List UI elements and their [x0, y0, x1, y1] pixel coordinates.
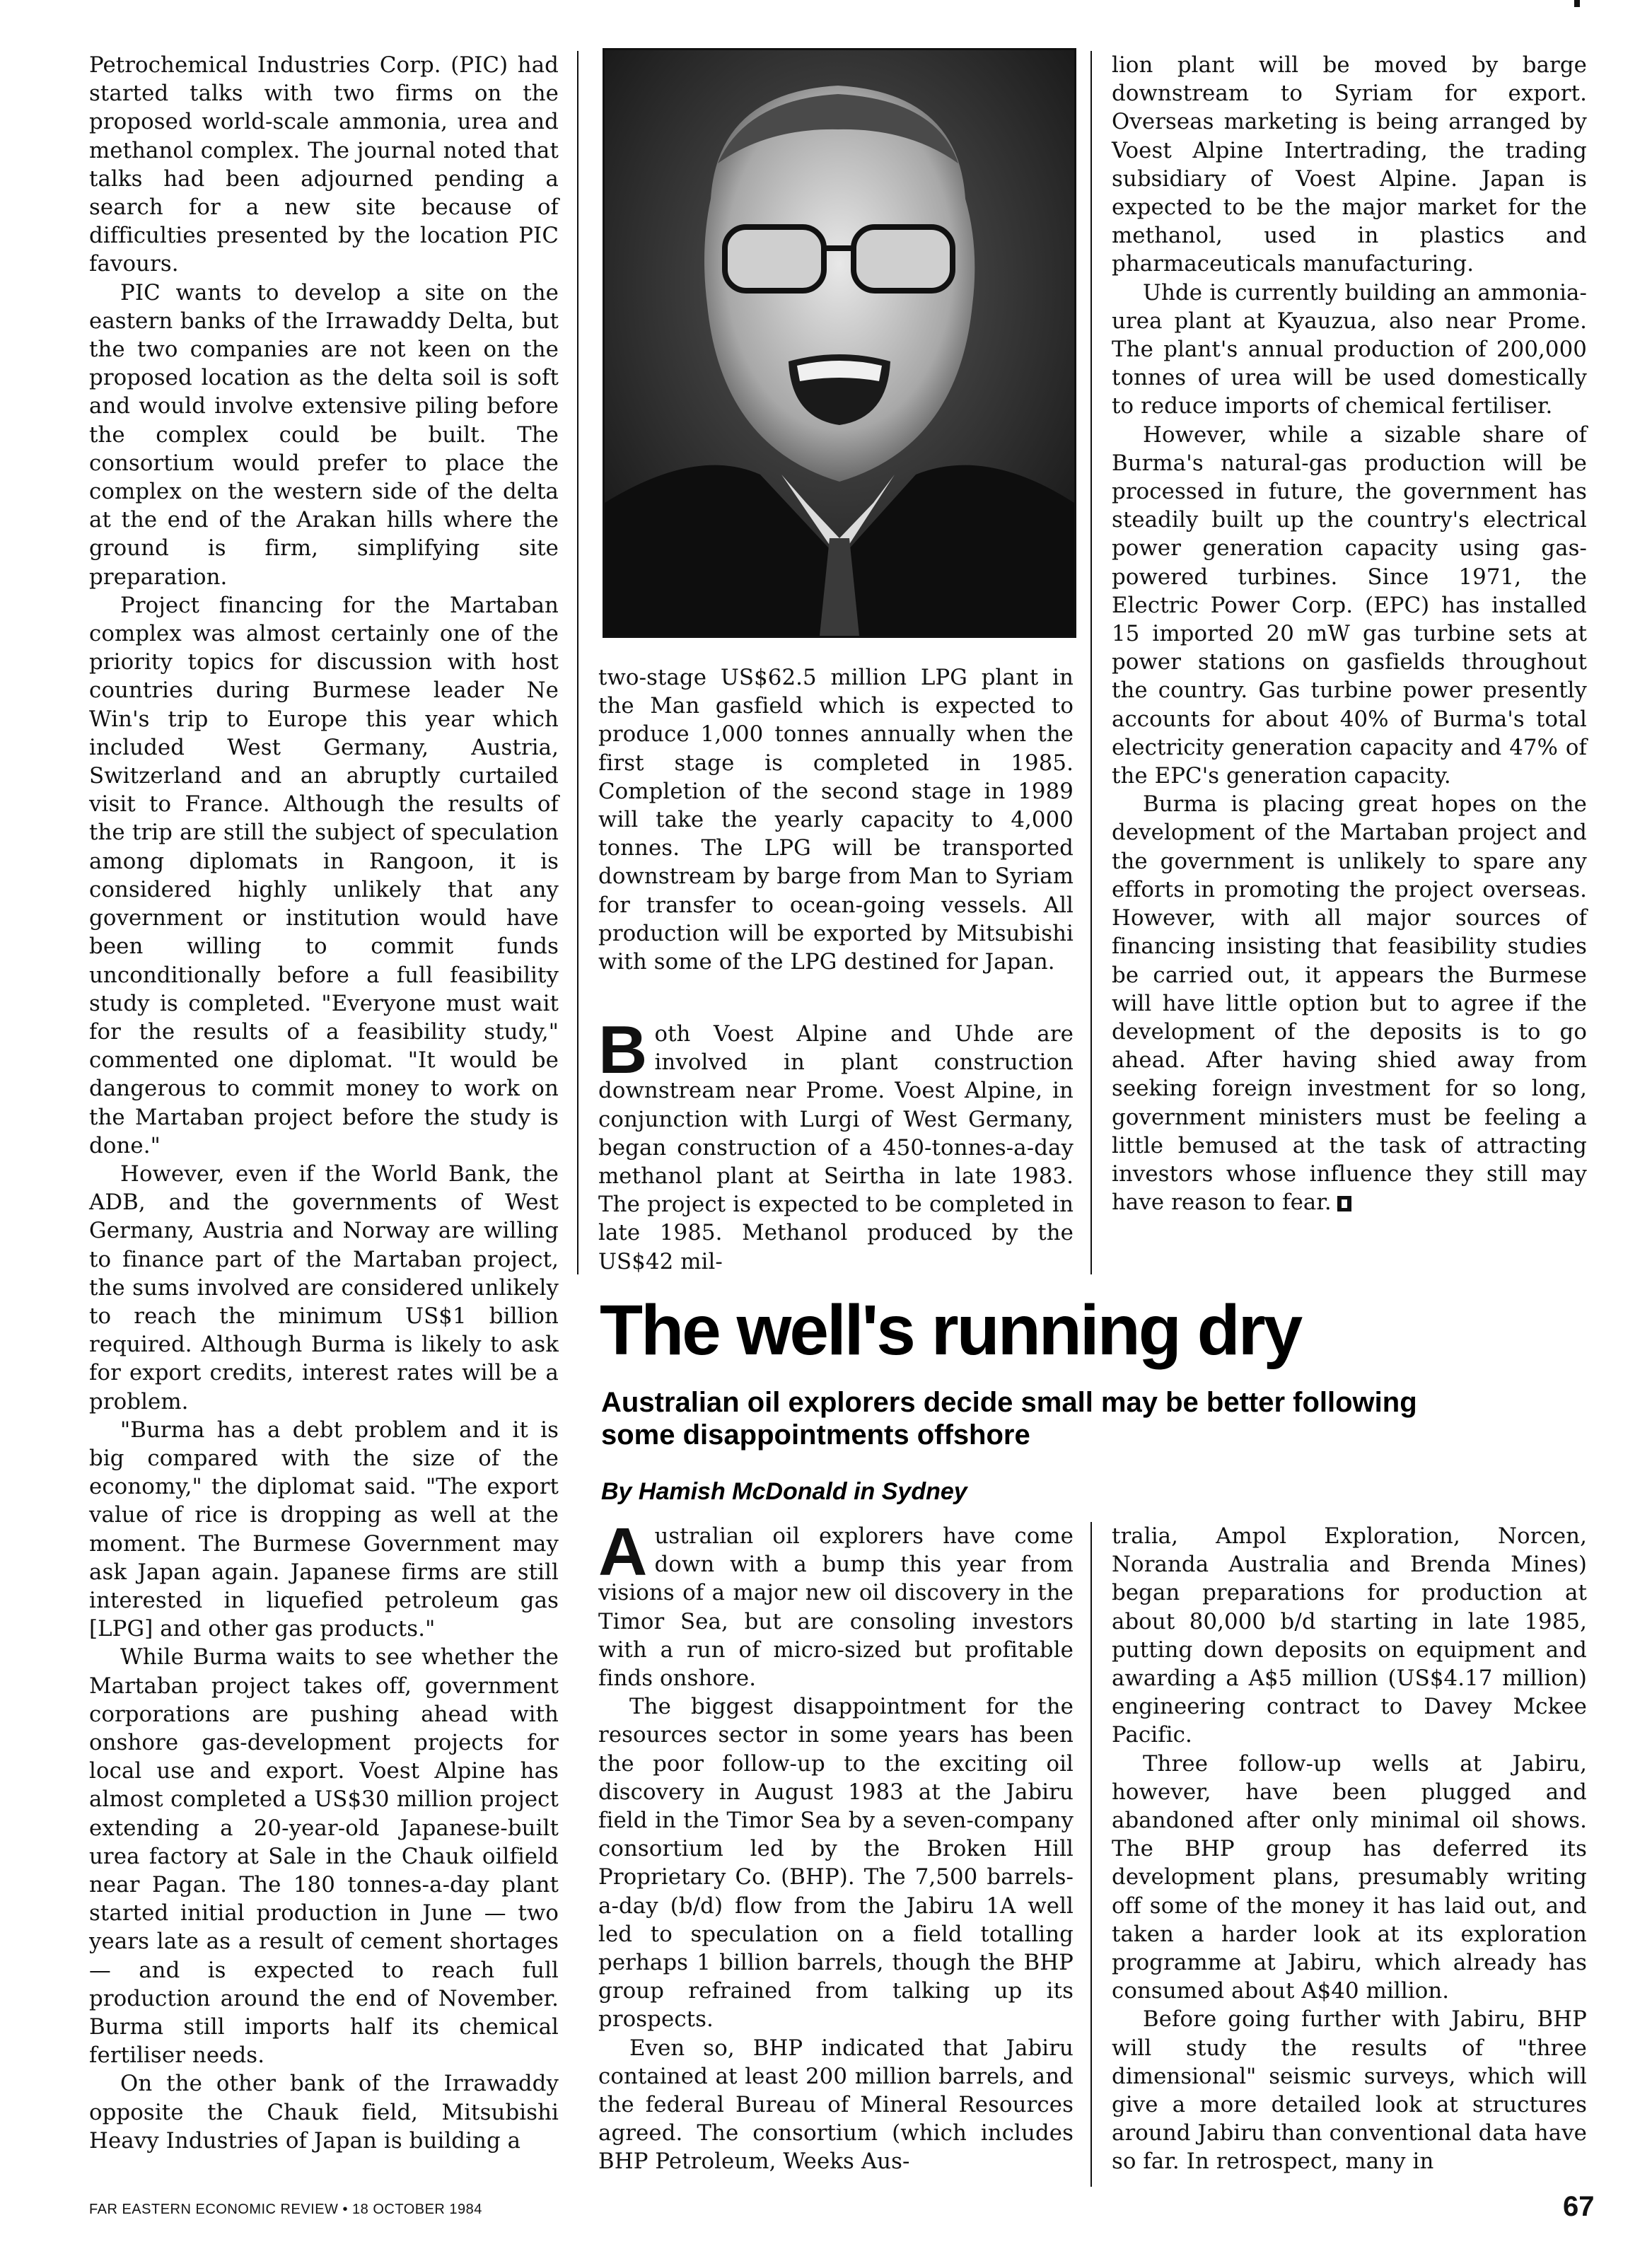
column-rule: [1090, 51, 1092, 1274]
portrait-illustration: [605, 50, 1074, 636]
paragraph: two-stage US$62.5 million LPG plant in the Man gasfield which is expected to produce 1,000 tonnes annually when the first stage is completed in 1985. Completion of the second stage in 1989 will take the yearly capacity to 4,000 tonnes. The LPG will be transported downstream by barge from Man to Syriam for transfer to ocean-going vessels. All production will be exported by Mitsubishi with some of the LPG destined for Japan.: [598, 665, 1074, 975]
column-2-section: [598, 1012, 1074, 1276]
page-number: 67: [1563, 2191, 1595, 2222]
portrait-photo: [603, 48, 1076, 638]
paragraph-text: ustralian oil explorers have come down with a bump this year from visions of a major new oil discovery in the Timor Sea, but are consoling investors with a run of micro-sized but profitable finds onshore.: [598, 1523, 1074, 1692]
paragraph: However, while a sizable share of Burma's natural-gas production will be processed in future, the government has steadily built up the country's electrical power generation capacity using gas-powered turbines. Since 1971, the Electric Power Corp. (EPC) has installed 15 imported 20 mW gas turbine sets at power stations on gasfields throughout the country. Gas turbine power presently accounts for about 40% of Burma's total electricity generation capacity and 47% of the EPC's generation capacity.: [1112, 422, 1587, 789]
column-1: [89, 51, 559, 2155]
paragraph: However, even if the World Bank, the ADB, and the governments of West Germany, Austria and Norway are willing to finance part of the Martaban project, the sums involved are considered unlikely to reach the minimum US$1 billion required. Although Burma is likely to ask for export credits, interest rates will be a problem.: [89, 1161, 559, 1414]
paragraph: Three follow-up wells at Jabiru, however, have been plugged and abandoned after only minimal oil shows. The BHP group has deferred its development plans, presumably writing off some of the money it has laid out, and taken a harder look at its exploration programme at Jabiru, which already has consumed about A$40 million.: [1112, 1750, 1587, 2004]
column-rule: [1090, 1522, 1092, 2187]
paragraph: tralia, Ampol Exploration, Norcen, Noranda Australia and Brenda Mines) began preparations for production at about 80,000 b/d starting in late 1985, putting down deposits on equipment and awarding a A$5 million (US$4.17 million) engineering contract to Davey Mckee Pacific.: [1112, 1523, 1587, 1748]
article-deck: Australian oil explorers decide small may be better following some disappointments offshore: [601, 1387, 1417, 1451]
paragraph: Even so, BHP indicated that Jabiru contained at least 200 million barrels, and the federal Bureau of Mineral Resources agreed. The consortium (which includes BHP Petroleum, Weeks Aus-: [598, 2035, 1074, 2175]
column-3: [1112, 51, 1587, 1216]
article-headline: The well's running dry: [600, 1291, 1301, 1370]
paragraph: Before going further with Jabiru, BHP will study the results of "three dimensional" seismic surveys, which will give a more detailed look at structures around Jabiru than conventional data have so far. In retrospect, many in: [1112, 2006, 1587, 2175]
column-rule: [577, 51, 578, 1274]
paragraph: The biggest disappointment for the resources sector in some years has been the poor follow-up to the exciting oil discovery in August 1983 at the Jabiru field in the Timor Sea by a seven-company consortium led by the Broken Hill Proprietary Co. (BHP). The 7,500 barrels-a-day (b/d) flow from the Jabiru 1A well led to speculation on a field totalling perhaps 1 billion barrels, though the BHP group refrained from talking up its prospects.: [598, 1694, 1074, 2033]
top-edge-mark: [1574, 0, 1580, 7]
article-column-right: [1112, 1522, 1587, 2176]
paragraph: On the other bank of the Irrawaddy opposite the Chauk field, Mitsubishi Heavy Industries of Japan is building a: [89, 2071, 559, 2154]
paragraph: [1112, 790, 1587, 1216]
paragraph: PIC wants to develop a site on the eastern banks of the Irrawaddy Delta, but the two companies are not keen on the proposed location as the delta soil is soft and would involve extensive piling before the complex could be built. The consortium would prefer to place the complex on the western side of the delta at the end of the Arakan hills where the ground is firm, simplifying site preparation.: [89, 279, 559, 590]
footer-publication: FAR EASTERN ECONOMIC REVIEW • 18 OCTOBER 1984: [89, 2202, 482, 2217]
paragraph: "Burma has a debt problem and it is big compared with the size of the economy," the diplomat said. "The export value of rice is dropping as well at the moment. The Burmese Government may ask Japan again. Japanese firms are still interested in liquefied petroleum gas [LPG] and other gas products.": [89, 1417, 559, 1642]
end-of-article-mark: [1337, 1196, 1351, 1211]
paragraph-text: oth Voest Alpine and Uhde are involved in plant construction downstream near Prome. Voest Alpine, in conjunction with Lurgi of West Germany, began construction of a 450-tonnes-a-day methanol plant at Seirtha in late 1983. The project is expected to be completed in late 1985. Methanol produced by the US$42 mil-: [598, 1021, 1074, 1274]
drop-cap: B: [598, 1012, 648, 1088]
paragraph: [598, 1012, 1074, 1276]
paragraph: Uhde is currently building an ammonia-urea plant at Kyauzua, also near Prome. The plant's annual production of 200,000 tonnes of urea will be used domestically to reduce imports of chemical fertiliser.: [1112, 279, 1587, 419]
article-column-left: [598, 1514, 1074, 2176]
paragraph: Project financing for the Martaban complex was almost certainly one of the priority topics for discussion with host countries during Burmese leader Ne Win's trip to Europe this year which included West Germany, Austria, Switzerland and an abruptly curtailed visit to France. Although the results of the trip are still the subject of speculation among diplomats in Rangoon, it is considered highly unlikely that any government or institution would have been willing to commit funds unconditionally before a full feasibility study is completed. "Everyone must wait for the results of a feasibility study," commented one diplomat. "It would be dangerous to commit money to work on the Martaban project before the study is done.": [89, 592, 559, 1158]
paragraph: While Burma waits to see whether the Martaban project takes off, government corporations are pushing ahead with onshore gas-development projects for local use and export. Voest Alpine has almost completed a US$30 million project extending a 20-year-old Japanese-built urea factory at Sale in the Chauk oilfield near Pagan. The 180 tonnes-a-day plant started initial production in June — two years late as a result of cement shortages — and is expected to reach full production around the end of November. Burma still imports half its chemical fertiliser needs.: [89, 1644, 559, 2069]
article-byline: By Hamish McDonald in Sydney: [601, 1478, 967, 1505]
paragraph-text: Burma is placing great hopes on the development of the Martaban project and the government is unlikely to spare any efforts in promoting the project overseas. However, with all major sources of financing insisting that feasibility studies be carried out, it appears the Burmese will have little option but to agree if the development of the deposits is to go ahead. After having shied away from seeking foreign investment for so long, government ministers must be feeling a little bemused at the task of attracting investors whose influence they still may have reason to fear.: [1112, 791, 1587, 1216]
drop-cap: A: [598, 1514, 648, 1590]
paragraph: [598, 1514, 1074, 1692]
paragraph: Petrochemical Industries Corp. (PIC) had started talks with two firms on the proposed world-scale ammonia, urea and methanol complex. The journal noted that talks had been adjourned pending a search for a new site because of difficulties presented by the location PIC favours.: [89, 52, 559, 277]
column-2: [598, 663, 1074, 976]
paragraph: lion plant will be moved by barge downstream to Syriam for export. Overseas marketing is being arranged by Voest Alpine Intertrading, the trading subsidiary of Voest Alpine. Japan is expected to be the major market for the methanol, used in plastics and pharmaceuticals manufacturing.: [1112, 52, 1587, 277]
